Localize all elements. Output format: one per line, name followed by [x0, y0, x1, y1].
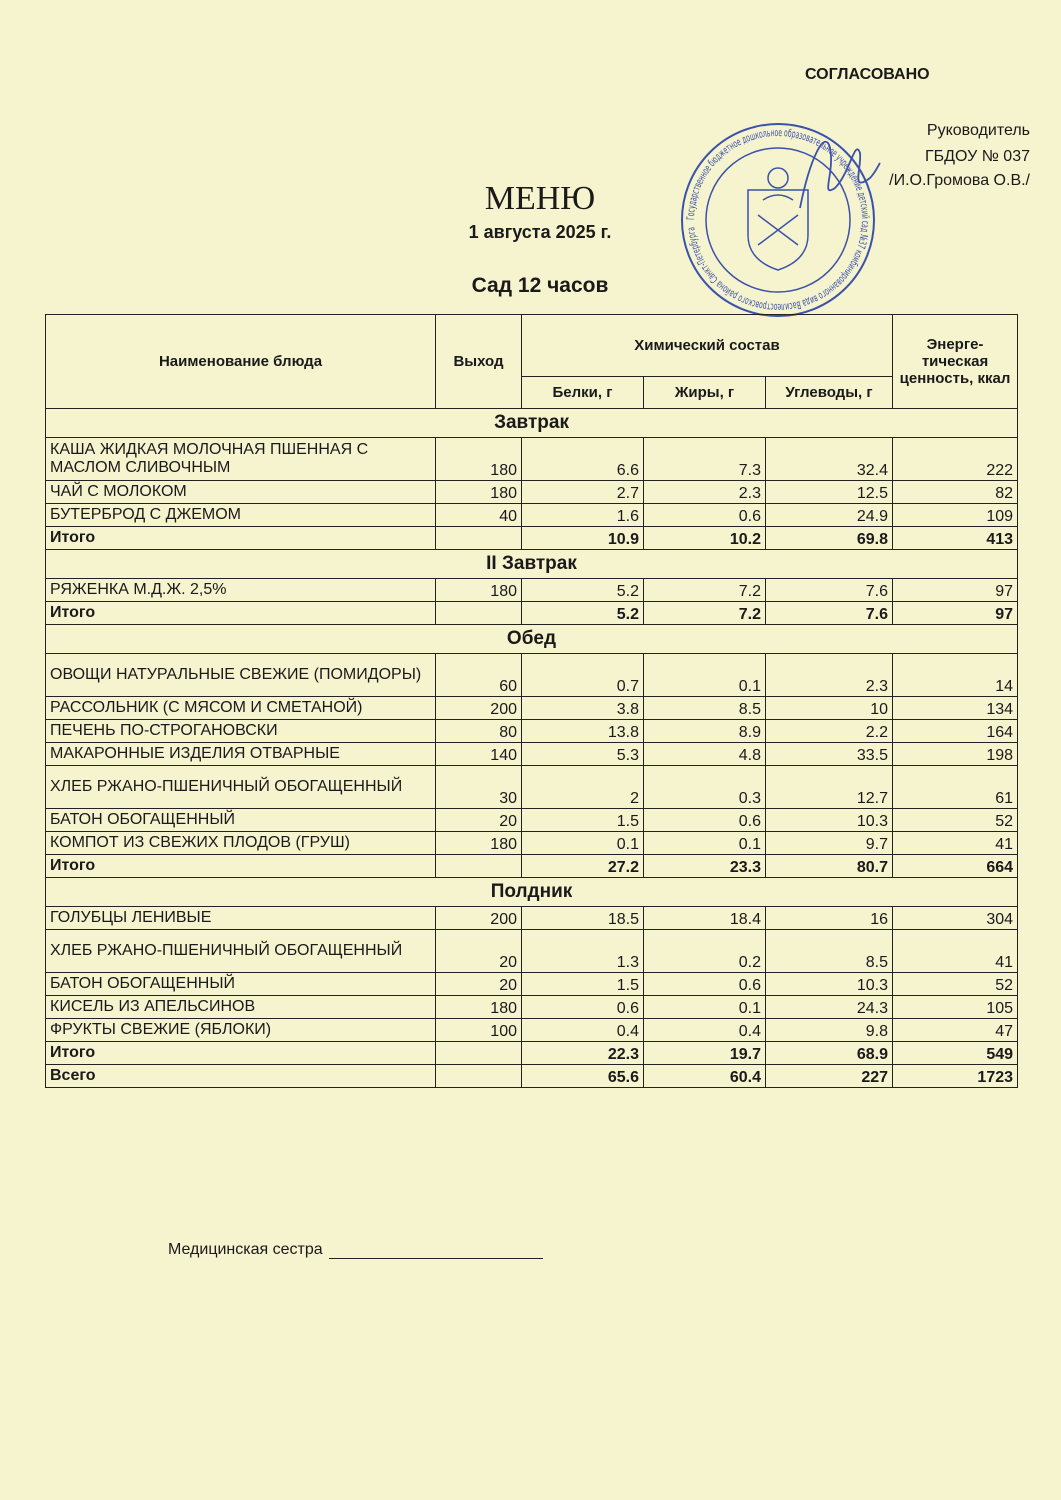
- cell-fat: 0.4: [644, 1019, 766, 1042]
- cell-fat: 60.4: [644, 1065, 766, 1088]
- cell-dish: БУТЕРБРОД С ДЖЕМОМ: [46, 504, 436, 527]
- cell-fat: 0.2: [644, 930, 766, 973]
- cell-carbs: 24.3: [766, 996, 893, 1019]
- cell-protein: 5.2: [522, 579, 644, 602]
- cell-dish: ХЛЕБ РЖАНО-ПШЕНИЧНЫЙ ОБОГАЩЕННЫЙ: [46, 766, 436, 809]
- section-total-row: [46, 527, 1018, 550]
- header-carbs: Углеводы, г: [766, 377, 893, 409]
- cell-protein: 0.4: [522, 1019, 644, 1042]
- cell-carbs: 9.8: [766, 1019, 893, 1042]
- cell-dish: Итого: [46, 1042, 436, 1065]
- stamp-text: Государственное бюджетное дошкольное образовательное учреждение детский сад №37 комбинированного вида Василеостровского района Санкт-Петербурга: [684, 126, 872, 314]
- signature-icon: [780, 118, 890, 228]
- approval-heading: СОГЛАСОВАНО: [805, 66, 930, 83]
- cell-carbs: 10: [766, 697, 893, 720]
- cell-dish: БАТОН ОБОГАЩЕННЫЙ: [46, 973, 436, 996]
- cell-output: 40: [436, 504, 522, 527]
- header-protein: Белки, г: [522, 377, 644, 409]
- cell-fat: 8.5: [644, 697, 766, 720]
- nurse-signature-line: [168, 1240, 543, 1259]
- cell-energy: 134: [893, 697, 1018, 720]
- cell-energy: 61: [893, 766, 1018, 809]
- cell-fat: 7.2: [644, 579, 766, 602]
- cell-dish: ОВОЩИ НАТУРАЛЬНЫЕ СВЕЖИЕ (ПОМИДОРЫ): [46, 654, 436, 697]
- cell-protein: 3.8: [522, 697, 644, 720]
- cell-carbs: 24.9: [766, 504, 893, 527]
- cell-carbs: 10.3: [766, 809, 893, 832]
- table-row: [46, 809, 1018, 832]
- cell-protein: 13.8: [522, 720, 644, 743]
- cell-energy: 413: [893, 527, 1018, 550]
- cell-output: 80: [436, 720, 522, 743]
- cell-fat: 0.1: [644, 654, 766, 697]
- cell-energy: 164: [893, 720, 1018, 743]
- menu-table-body: [46, 409, 1018, 1088]
- section-title: Завтрак: [46, 409, 1018, 438]
- cell-carbs: 12.5: [766, 481, 893, 504]
- cell-dish: МАКАРОННЫЕ ИЗДЕЛИЯ ОТВАРНЫЕ: [46, 743, 436, 766]
- cell-dish: КОМПОТ ИЗ СВЕЖИХ ПЛОДОВ (ГРУШ): [46, 832, 436, 855]
- section-total-row: [46, 1042, 1018, 1065]
- cell-output: 200: [436, 697, 522, 720]
- table-row: [46, 579, 1018, 602]
- cell-carbs: 8.5: [766, 930, 893, 973]
- table-row: [46, 743, 1018, 766]
- cell-fat: 7.3: [644, 438, 766, 481]
- cell-protein: 2: [522, 766, 644, 809]
- cell-energy: 97: [893, 579, 1018, 602]
- section-total-row: [46, 602, 1018, 625]
- nurse-label: Медицинская сестра: [168, 1241, 323, 1258]
- cell-output: 200: [436, 907, 522, 930]
- approval-role: Руководитель: [926, 122, 1030, 139]
- section-title: Обед: [46, 625, 1018, 654]
- cell-energy: 105: [893, 996, 1018, 1019]
- cell-fat: 18.4: [644, 907, 766, 930]
- cell-protein: 1.3: [522, 930, 644, 973]
- cell-dish: Итого: [46, 602, 436, 625]
- cell-carbs: 2.3: [766, 654, 893, 697]
- cell-energy: 304: [893, 907, 1018, 930]
- cell-fat: 10.2: [644, 527, 766, 550]
- cell-fat: 2.3: [644, 481, 766, 504]
- cell-protein: 1.5: [522, 809, 644, 832]
- cell-carbs: 9.7: [766, 832, 893, 855]
- cell-carbs: 10.3: [766, 973, 893, 996]
- cell-fat: 0.6: [644, 504, 766, 527]
- cell-output: [436, 1042, 522, 1065]
- cell-energy: 549: [893, 1042, 1018, 1065]
- cell-energy: 1723: [893, 1065, 1018, 1088]
- cell-output: 20: [436, 973, 522, 996]
- cell-energy: 52: [893, 809, 1018, 832]
- table-row: [46, 907, 1018, 930]
- cell-dish: КИСЕЛЬ ИЗ АПЕЛЬСИНОВ: [46, 996, 436, 1019]
- cell-energy: 222: [893, 438, 1018, 481]
- header-energy: Энерге-тическая ценность, ккал: [893, 315, 1018, 409]
- cell-protein: 10.9: [522, 527, 644, 550]
- cell-protein: 5.3: [522, 743, 644, 766]
- approval-org: ГБДОУ № 037: [924, 148, 1030, 165]
- cell-output: 30: [436, 766, 522, 809]
- section-title: II Завтрак: [46, 550, 1018, 579]
- cell-energy: 82: [893, 481, 1018, 504]
- section-header-row: [46, 625, 1018, 654]
- cell-dish: ГОЛУБЦЫ ЛЕНИВЫЕ: [46, 907, 436, 930]
- cell-output: 180: [436, 996, 522, 1019]
- cell-output: 140: [436, 743, 522, 766]
- table-row: [46, 766, 1018, 809]
- section-total-row: [46, 855, 1018, 878]
- cell-dish: Итого: [46, 527, 436, 550]
- cell-dish: ПЕЧЕНЬ ПО-СТРОГАНОВСКИ: [46, 720, 436, 743]
- cell-energy: 47: [893, 1019, 1018, 1042]
- cell-dish: ЧАЙ С МОЛОКОМ: [46, 481, 436, 504]
- cell-output: [436, 1065, 522, 1088]
- cell-fat: 8.9: [644, 720, 766, 743]
- cell-fat: 23.3: [644, 855, 766, 878]
- cell-carbs: 227: [766, 1065, 893, 1088]
- cell-carbs: 7.6: [766, 579, 893, 602]
- cell-carbs: 80.7: [766, 855, 893, 878]
- cell-protein: 0.1: [522, 832, 644, 855]
- cell-energy: 109: [893, 504, 1018, 527]
- cell-energy: 14: [893, 654, 1018, 697]
- cell-output: 100: [436, 1019, 522, 1042]
- table-row: [46, 1019, 1018, 1042]
- cell-protein: 1.6: [522, 504, 644, 527]
- cell-fat: 4.8: [644, 743, 766, 766]
- cell-carbs: 33.5: [766, 743, 893, 766]
- cell-energy: 41: [893, 930, 1018, 973]
- section-title: Полдник: [46, 878, 1018, 907]
- cell-dish: ХЛЕБ РЖАНО-ПШЕНИЧНЫЙ ОБОГАЩЕННЫЙ: [46, 930, 436, 973]
- table-row: [46, 930, 1018, 973]
- table-row: [46, 697, 1018, 720]
- cell-output: 60: [436, 654, 522, 697]
- cell-carbs: 69.8: [766, 527, 893, 550]
- cell-fat: 0.6: [644, 809, 766, 832]
- table-row: [46, 832, 1018, 855]
- table-row: [46, 720, 1018, 743]
- cell-protein: 2.7: [522, 481, 644, 504]
- document-group: Сад 12 часов: [471, 274, 609, 297]
- cell-protein: 18.5: [522, 907, 644, 930]
- cell-carbs: 32.4: [766, 438, 893, 481]
- header-output: Выход: [436, 315, 522, 409]
- table-row: [46, 996, 1018, 1019]
- grand-total-row: [46, 1065, 1018, 1088]
- cell-protein: 6.6: [522, 438, 644, 481]
- cell-fat: 0.3: [644, 766, 766, 809]
- table-row: [46, 438, 1018, 481]
- table-row: [46, 481, 1018, 504]
- cell-protein: 1.5: [522, 973, 644, 996]
- cell-fat: 0.1: [644, 832, 766, 855]
- cell-energy: 52: [893, 973, 1018, 996]
- cell-output: [436, 527, 522, 550]
- cell-carbs: 7.6: [766, 602, 893, 625]
- cell-output: 180: [436, 481, 522, 504]
- cell-output: 180: [436, 579, 522, 602]
- cell-energy: 41: [893, 832, 1018, 855]
- cell-protein: 65.6: [522, 1065, 644, 1088]
- cell-carbs: 16: [766, 907, 893, 930]
- cell-fat: 0.6: [644, 973, 766, 996]
- cell-dish: БАТОН ОБОГАЩЕННЫЙ: [46, 809, 436, 832]
- cell-protein: 0.6: [522, 996, 644, 1019]
- cell-output: 180: [436, 438, 522, 481]
- header-chemical: Химический состав: [522, 315, 893, 377]
- cell-energy: 97: [893, 602, 1018, 625]
- cell-protein: 22.3: [522, 1042, 644, 1065]
- cell-dish: Всего: [46, 1065, 436, 1088]
- cell-dish: РАССОЛЬНИК (С МЯСОМ И СМЕТАНОЙ): [46, 697, 436, 720]
- cell-output: [436, 855, 522, 878]
- signature-blank: [329, 1240, 543, 1259]
- cell-dish: Итого: [46, 855, 436, 878]
- cell-dish: КАША ЖИДКАЯ МОЛОЧНАЯ ПШЕННАЯ С МАСЛОМ СЛИВОЧНЫМ: [46, 438, 436, 481]
- cell-fat: 7.2: [644, 602, 766, 625]
- menu-table: [45, 314, 1018, 1088]
- section-header-row: [46, 409, 1018, 438]
- cell-output: 180: [436, 832, 522, 855]
- cell-carbs: 12.7: [766, 766, 893, 809]
- cell-energy: 664: [893, 855, 1018, 878]
- cell-output: [436, 602, 522, 625]
- table-row: [46, 654, 1018, 697]
- cell-protein: 27.2: [522, 855, 644, 878]
- cell-carbs: 2.2: [766, 720, 893, 743]
- cell-output: 20: [436, 809, 522, 832]
- cell-fat: 19.7: [644, 1042, 766, 1065]
- table-row: [46, 973, 1018, 996]
- approval-name: /И.О.Громова О.В./: [889, 172, 1030, 189]
- cell-energy: 198: [893, 743, 1018, 766]
- cell-dish: ФРУКТЫ СВЕЖИЕ (ЯБЛОКИ): [46, 1019, 436, 1042]
- cell-fat: 0.1: [644, 996, 766, 1019]
- table-row: [46, 504, 1018, 527]
- cell-protein: 0.7: [522, 654, 644, 697]
- cell-output: 20: [436, 930, 522, 973]
- header-fat: Жиры, г: [644, 377, 766, 409]
- cell-protein: 5.2: [522, 602, 644, 625]
- cell-dish: РЯЖЕНКА М.Д.Ж. 2,5%: [46, 579, 436, 602]
- document-date: 1 августа 2025 г.: [468, 222, 612, 242]
- section-header-row: [46, 878, 1018, 907]
- section-header-row: [46, 550, 1018, 579]
- cell-carbs: 68.9: [766, 1042, 893, 1065]
- header-dish: Наименование блюда: [46, 315, 436, 409]
- document-title: МЕНЮ: [484, 180, 596, 217]
